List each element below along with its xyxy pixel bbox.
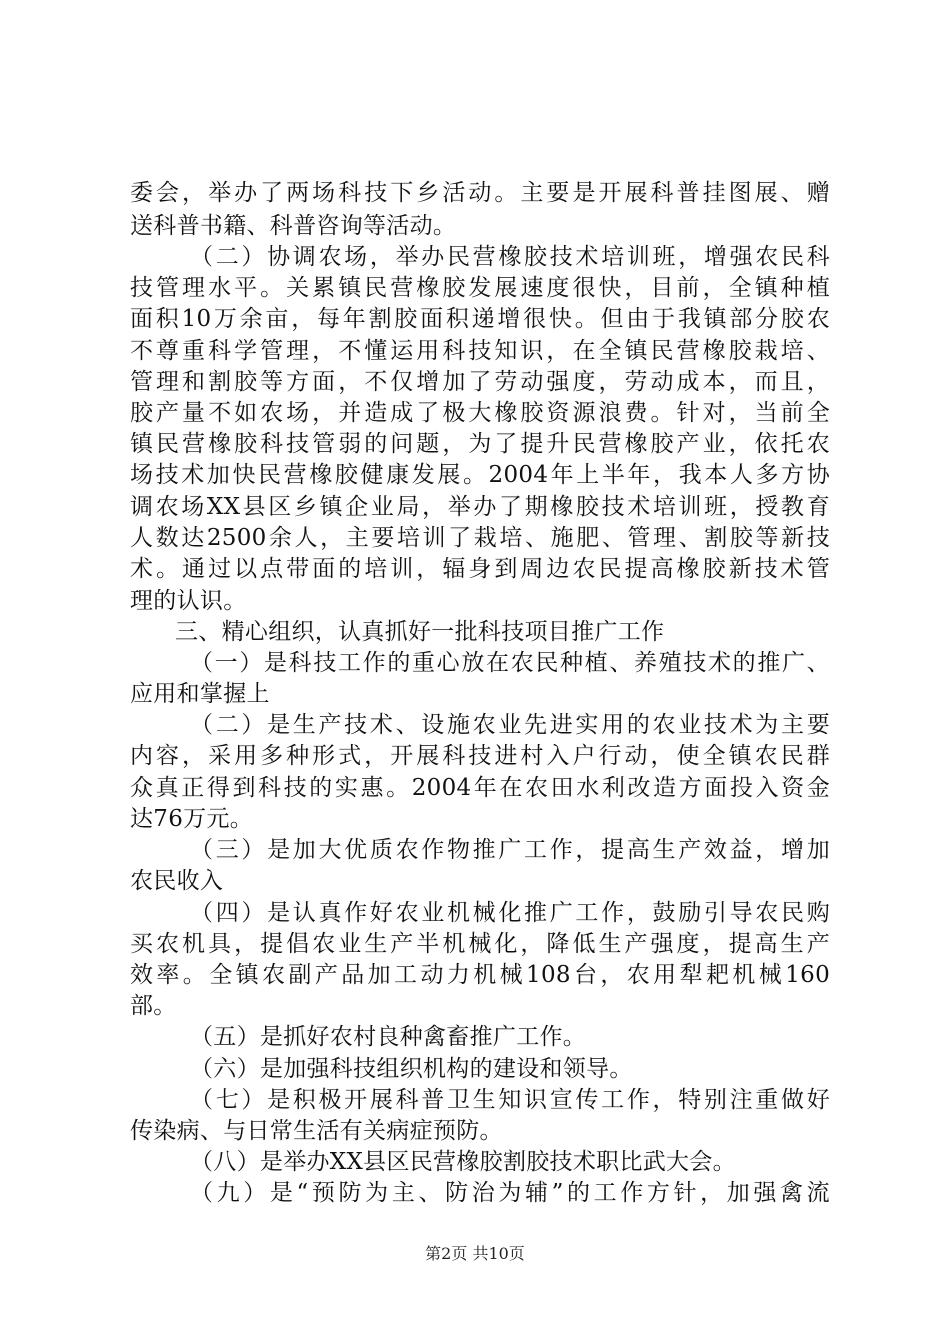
text-line: 场技术加快民营橡胶健康发展。2004年上半年，我本人多方协 — [130, 462, 830, 488]
text-line: 镇民营橡胶科技管弱的问题，为了提升民营橡胶产业，依托农 — [130, 431, 830, 457]
text-line: 不尊重科学管理，不懂运用科技知识，在全镇民营橡胶栽培、 — [130, 338, 830, 364]
text-line: （七）是积极开展科普卫生知识宣传工作，特别注重做好 — [190, 1087, 830, 1113]
text-line: 效率。全镇农副产品加工动力机械108台，农用犁耙机械160 — [130, 962, 830, 988]
text-line: 农民收入 — [130, 868, 224, 894]
text-line: 人数达2500余人，主要培训了栽培、施肥、管理、割胶等新技 — [130, 525, 830, 551]
text-line: 送科普书籍、科普咨询等活动。 — [130, 213, 457, 239]
text-line: 调农场XX县区乡镇企业局，举办了期橡胶技术培训班，授教育 — [130, 494, 830, 520]
text-line: 内容，采用多种形式，开展科技进村入户行动，使全镇农民群 — [130, 743, 830, 769]
text-line: 部。 — [130, 993, 177, 1019]
text-line: 委会，举办了两场科技下乡活动。主要是开展科普挂图展、赠 — [130, 180, 830, 206]
text-line: 应用和掌握上 — [130, 681, 270, 707]
text-line: （五）是抓好农村良种禽畜推广工作。 — [190, 1024, 587, 1050]
text-line: 达76万元。 — [130, 806, 254, 832]
text-line: （二）是生产技术、设施农业先进实用的农业技术为主要 — [190, 712, 830, 738]
text-line: 众真正得到科技的实惠。2004年在农田水利改造方面投入资金 — [130, 775, 830, 801]
text-line: 面积10万余亩，每年割胶面积递增很快。但由于我镇部分胶农 — [130, 306, 830, 332]
text-line: 术。通过以点带面的培训，辐身到周边农民提高橡胶新技术管 — [130, 556, 830, 582]
text-line: 技管理水平。关累镇民营橡胶发展速度很快，目前，全镇种植 — [130, 275, 830, 301]
text-line: 理的认识。 — [130, 588, 247, 614]
text-line: （三）是加大优质农作物推广工作，提高生产效益，增加 — [190, 837, 830, 863]
text-line: （九）是“预防为主、防治为辅”的工作方针，加强禽流 — [190, 1180, 830, 1206]
page-footer: 第2页 共10页 — [425, 1244, 525, 1263]
text-line: （二）协调农场，举办民营橡胶技术培训班，增强农民科 — [190, 244, 830, 270]
text-line: （一）是科技工作的重心放在农民种植、养殖技术的推广、 — [190, 650, 830, 676]
text-line: 三、精心组织，认真抓好一批科技项目推广工作 — [175, 619, 665, 645]
text-line: 管理和割胶等方面，不仅增加了劳动强度，劳动成本，而且， — [130, 369, 830, 395]
text-line: （八）是举办XX县区民营橡胶割胶技术职比武大会。 — [190, 1149, 736, 1175]
text-line: 胶产量不如农场，并造成了极大橡胶资源浪费。针对，当前全 — [130, 400, 830, 426]
text-line: （六）是加强科技组织机构的建设和领导。 — [190, 1056, 633, 1082]
text-line: 传染病、与日常生活有关病症预防。 — [130, 1118, 503, 1144]
text-line: 买农机具，提倡农业生产半机械化，降低生产强度，提高生产 — [130, 931, 830, 957]
text-line: （四）是认真作好农业机械化推广工作，鼓励引导农民购 — [190, 900, 830, 926]
